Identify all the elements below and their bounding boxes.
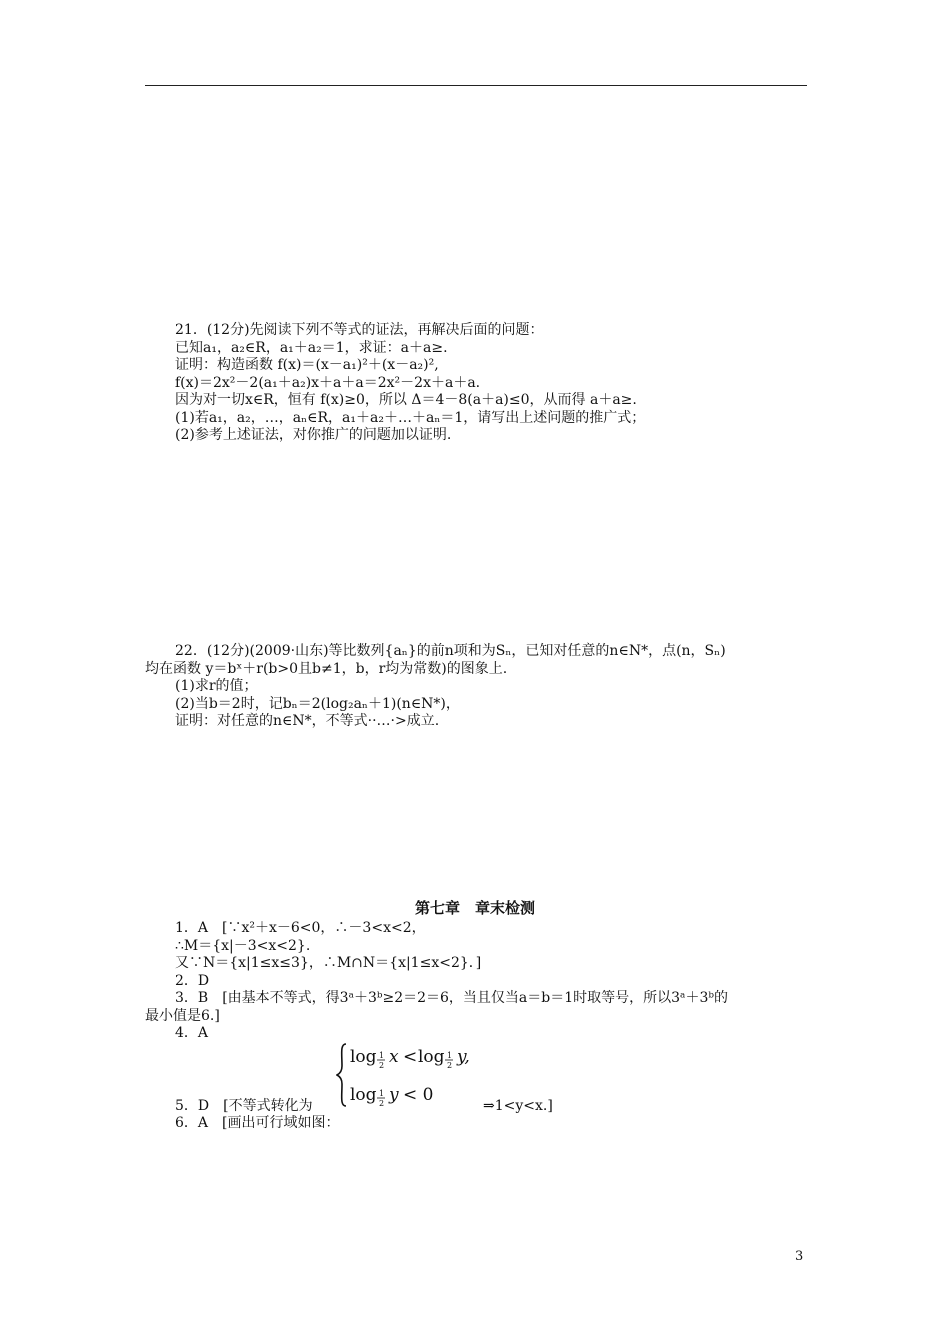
answer-3-line-1: 3．B [由基本不等式，得3ᵃ＋3ᵇ≥2＝2＝6，当且仅当a＝b＝1时取等号，所以3ᵃ＋3ᵇ的 — [175, 990, 728, 1006]
header-rule — [145, 85, 807, 86]
answer-1-line-3: 又∵N＝{x|1≤x≤3}，∴M∩N＝{x|1≤x<2}．] — [175, 955, 482, 971]
row1-var-b: y, — [457, 1047, 470, 1067]
row2-log: log — [350, 1085, 377, 1105]
row1-var-a: x — [389, 1047, 399, 1067]
question-22 — [145, 643, 807, 731]
row1-base-a-den: 2 — [379, 1061, 385, 1070]
page-number: 3 — [795, 1249, 804, 1264]
row1-base-a-num: 1 — [379, 1051, 385, 1060]
q22-line-2: 均在函数 y＝bˣ＋r(b>0且b≠1，b，r均为常数)的图象上. — [145, 660, 508, 677]
row2-base-num: 1 — [379, 1089, 385, 1098]
row1-log-b: log — [418, 1047, 445, 1067]
row1-base-b-num: 1 — [447, 1051, 453, 1060]
q21-line-7: (2)参考上述证法，对你推广的问题加以证明. — [175, 427, 452, 443]
chapter-title: 第七章 章末检测 — [414, 899, 535, 917]
row2-relation: < 0 — [403, 1085, 434, 1105]
answer-4: 4．A — [175, 1025, 209, 1041]
q22-line-3: (1)求r的值； — [175, 678, 258, 694]
row2-base-den: 2 — [379, 1099, 385, 1108]
answer-5-right: ⇒1<y<x.] — [483, 1098, 553, 1114]
answer-2: 2．D — [175, 972, 210, 989]
answers-block — [145, 920, 807, 1043]
q21-line-4: f(x)＝2x²－2(a₁＋a₂)x＋a＋a＝2x²－2x＋a＋a. — [175, 374, 481, 391]
q21-line-5: 因为对一切x∈R，恒有 f(x)≥0，所以 Δ＝4－8(a＋a)≤0，从而得 a＋a≥. — [175, 392, 637, 408]
q22-line-1: 22．(12分)(2009·山东)等比数列{aₙ}的前n项和为Sₙ，已知对任意的n∈N*，点(n，Sₙ) — [175, 643, 726, 659]
row1-relation: < — [403, 1047, 418, 1067]
left-brace — [337, 1044, 346, 1106]
q21-line-6: (1)若a₁，a₂，…，aₙ∈R，a₁＋a₂＋…＋aₙ＝1，请写出上述问题的推广式； — [175, 409, 646, 426]
answer-1-line-1: 1．A [∵x²＋x－6<0，∴－3<x<2， — [175, 920, 426, 936]
answer-3-line-2: 最小值是6.] — [145, 1007, 220, 1024]
row1-base-b-den: 2 — [447, 1061, 453, 1070]
question-21 — [145, 322, 807, 445]
answer-1-line-2: ∴M＝{x|－3<x<2}. — [175, 937, 311, 954]
q21-line-2: 已知a₁，a₂∈R，a₁＋a₂＝1，求证：a＋a≥. — [175, 339, 448, 356]
answer-5-left: 5．D [不等式转化为 — [175, 1098, 313, 1114]
q21-line-3: 证明：构造函数 f(x)＝(x－a₁)²＋(x－a₂)², — [175, 357, 439, 373]
q21-line-1: 21．(12分)先阅读下列不等式的证法，再解决后面的问题： — [175, 322, 544, 338]
row1-log-a: log — [350, 1047, 377, 1067]
inequality-system — [336, 1040, 506, 1110]
row2-var: y — [389, 1085, 399, 1105]
answer-6: 6．A [画出可行域如图： — [175, 1115, 340, 1131]
q22-line-5: 证明：对任意的n∈N*，不等式··…·>成立. — [175, 713, 440, 729]
q22-line-4: (2)当b＝2时，记bₙ＝2(log₂aₙ＋1)(n∈N*)， — [175, 695, 460, 712]
